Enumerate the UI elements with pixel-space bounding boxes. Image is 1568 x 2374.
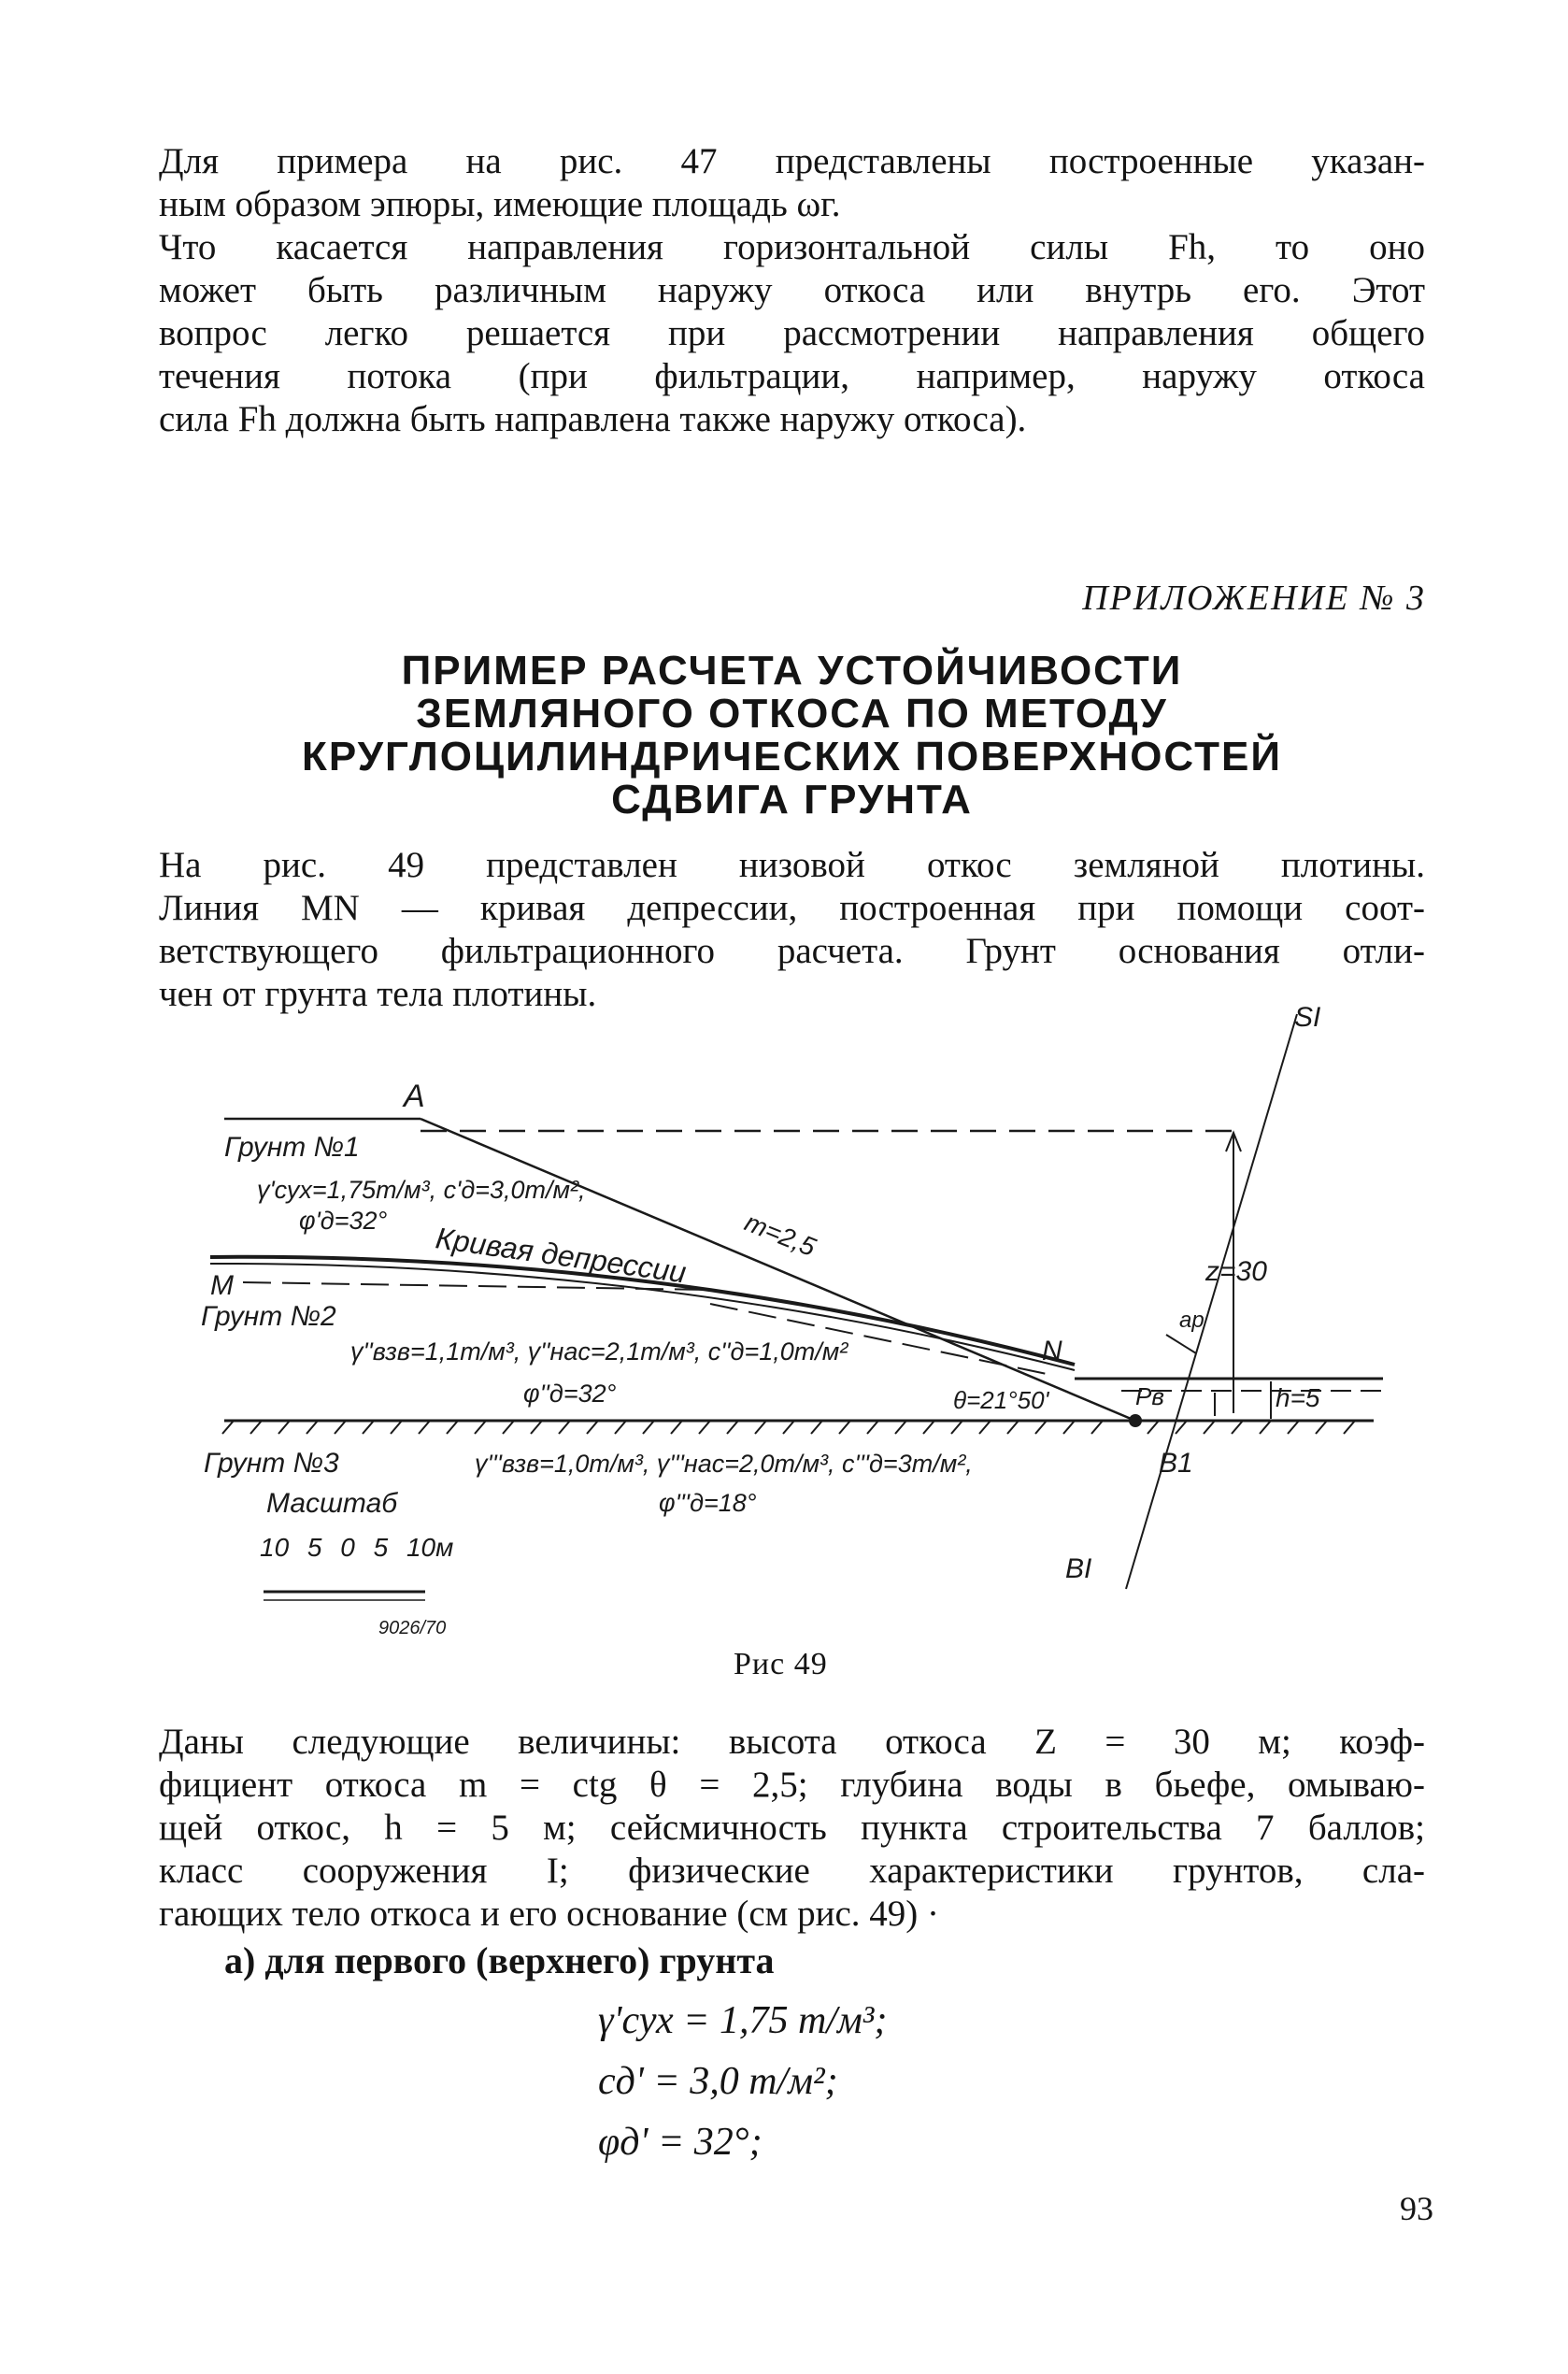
soil3-props-b: φ'''д=18°	[659, 1489, 757, 1517]
label-si: SI	[1294, 1002, 1321, 1033]
scale-title: Масштаб	[266, 1488, 398, 1519]
depression-curve-label: Кривая депрессии	[434, 1221, 689, 1290]
page-number: 93	[1400, 2190, 1433, 2227]
soil1-name: Грунт №1	[224, 1132, 360, 1163]
text-line: течения потока (при фильтрации, например, наружу откоса	[159, 356, 1425, 396]
formula-gamma: γ'сух = 1,75 т/м³;	[598, 1999, 888, 2042]
angle-label: θ=21°50'	[953, 1386, 1049, 1414]
height-z-label: z=30	[1205, 1256, 1267, 1287]
text-line: вопрос легко решается при рассмотрении направления общего	[159, 313, 1425, 353]
label-a: A	[404, 1079, 425, 1114]
soil2-dashed-line	[243, 1282, 710, 1290]
slope-ratio-label: m=2,5	[740, 1207, 820, 1263]
paragraph-4	[159, 1721, 1425, 1936]
foundation-hatching	[222, 1421, 1355, 1434]
title-line: ПРИМЕР РАСЧЕТА УСТОЙЧИВОСТИ	[401, 648, 1183, 694]
item-a-heading: а) для первого (верхнего) грунта	[224, 1939, 775, 1981]
text-line: Линия MN — кривая депрессии, построенная при помощи соот-	[159, 888, 1425, 928]
scale-ticks: 10 5 0 5 10м	[260, 1533, 454, 1562]
label-m: M	[210, 1270, 234, 1301]
soil2-name: Грунт №2	[201, 1301, 336, 1332]
title-line: СДВИГА ГРУНТА	[611, 777, 973, 822]
text-line: Что касается направления горизонтальной силы Fh, то оно	[159, 227, 1425, 267]
text-line: фициент откоса m = ctg θ = 2,5; глубина воды в бьефе, омываю-	[159, 1765, 1425, 1805]
text-line: щей откос, h = 5 м; сейсмичность пункта строительства 7 баллов;	[159, 1808, 1425, 1848]
text-line: гающих тело откоса и его основание (см рис. 49) ·	[159, 1894, 939, 1934]
pressure-label: Pв	[1135, 1382, 1164, 1410]
ap-arrow	[1166, 1335, 1196, 1353]
text-line: Даны следующие величины: высота откоса Z = 30 м; коэф-	[159, 1722, 1425, 1762]
formula-phi: φд' = 32°;	[598, 2121, 763, 2164]
soil2-props-b: φ''д=32°	[523, 1380, 617, 1408]
text-line: Для примера на рис. 47 представлены построенные указан-	[159, 141, 1425, 181]
text-line: На рис. 49 представлен низовой откос земляной плотины.	[159, 845, 1425, 885]
text-line: ветствующего фильтрационного расчета. Грунт основания отли-	[159, 931, 1425, 971]
figure-stamp: 9026/70	[378, 1618, 447, 1638]
radius-line	[1126, 1014, 1297, 1589]
soil2-props-a: γ''взв=1,1т/м³, γ''нас=2,1т/м³, c''д=1,0т/м²	[350, 1337, 848, 1366]
text-line: чен от грунта тела плотины.	[159, 974, 597, 1014]
label-n: N	[1042, 1336, 1062, 1366]
text-line: класс сооружения I; физические характеристики грунтов, сла-	[159, 1851, 1425, 1891]
appendix-label: ПРИЛОЖЕНИЕ № 3	[1082, 579, 1426, 618]
label-bi: BI	[1065, 1553, 1092, 1584]
depth-h-label: h=5	[1276, 1383, 1320, 1412]
text-line: сила Fh должна быть направлена также наружу откоса).	[159, 399, 1027, 439]
text-line: может быть различным наружу откоса или внутрь его. Этот	[159, 270, 1425, 310]
title-line: ЗЕМЛЯНОГО ОТКОСА ПО МЕТОДУ	[416, 691, 1168, 737]
title-line: КРУГЛОЦИЛИНДРИЧЕСКИХ ПОВЕРХНОСТЕЙ	[302, 734, 1282, 779]
ap-label: ap	[1179, 1308, 1205, 1333]
label-b1: B1	[1159, 1448, 1193, 1479]
figure-caption: Рис 49	[734, 1647, 828, 1681]
text-line: ным образом эпюры, имеющие площадь ωг.	[159, 184, 841, 224]
soil3-props-a: γ'''взв=1,0т/м³, γ'''нас=2,0т/м³, c'''д=3т/м²,	[475, 1450, 973, 1478]
formula-cohesion: cд' = 3,0 т/м²;	[598, 2060, 838, 2103]
toe-point	[1129, 1414, 1142, 1427]
soil3-name: Грунт №3	[204, 1448, 339, 1479]
soil1-props-b: φ'д=32°	[299, 1207, 388, 1235]
soil1-props-a: γ'сух=1,75т/м³, c'д=3,0т/м²,	[257, 1176, 586, 1204]
